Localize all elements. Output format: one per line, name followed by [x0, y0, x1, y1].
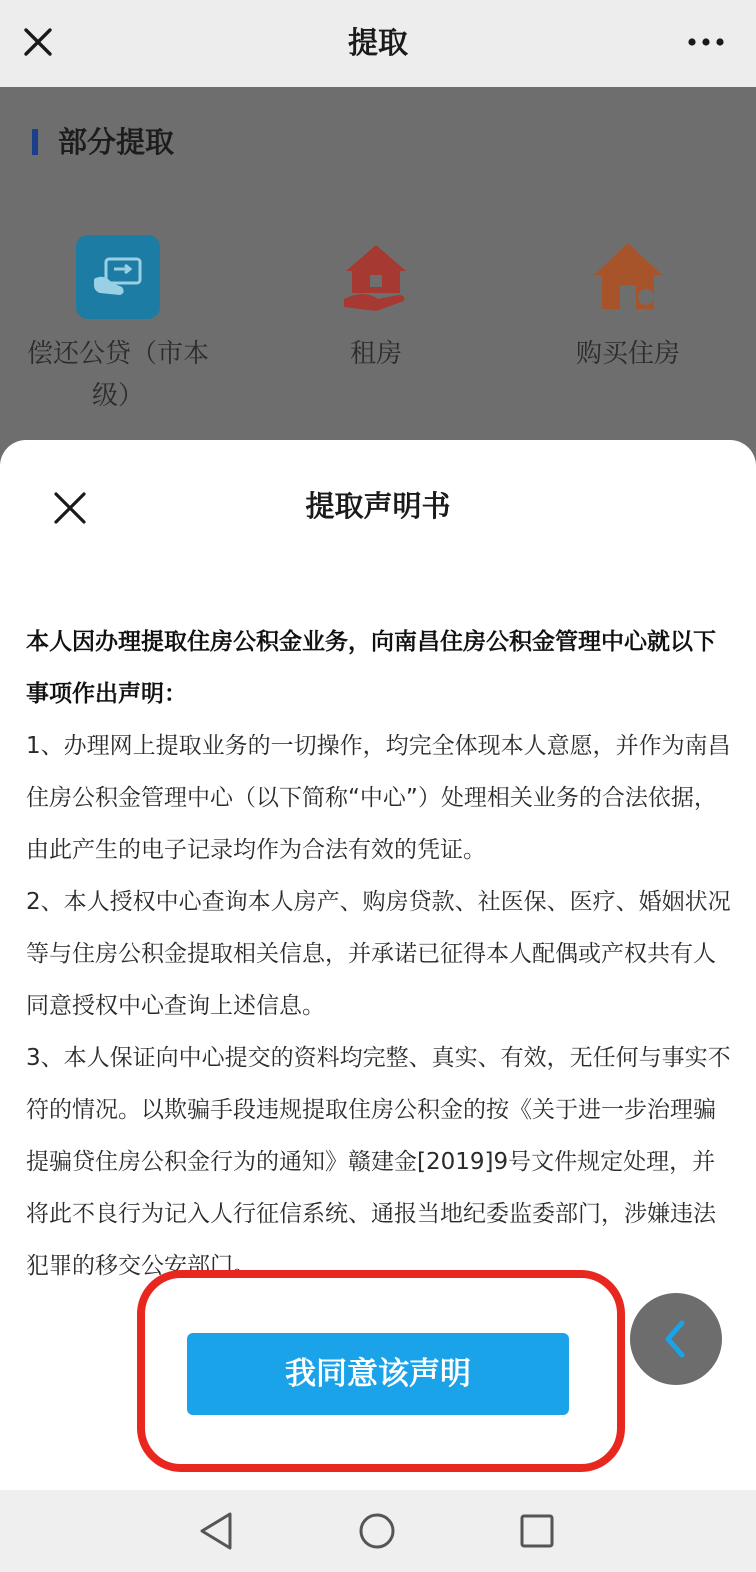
chevron-left-icon [630, 1293, 722, 1385]
service-label: 偿还公贷（市本级） [26, 339, 209, 411]
back-triangle-icon[interactable] [192, 1506, 242, 1556]
section-title: 部分提取 [58, 125, 175, 159]
service-repay-loan[interactable] [8, 235, 228, 417]
house-hand-icon [334, 235, 418, 319]
service-buy-house[interactable] [518, 235, 738, 375]
house-icon [586, 235, 670, 319]
card-hand-icon [76, 235, 160, 319]
clause-3: 3、本人保证向中心提交的资料均完整、真实、有效，无任何与事实不符的情况。以欺骗手段违规提取住房公积金的按《关于进一步治理骗提骗贷住房公积金行为的通知》赣建金[2019]9号文件规定处理，并将此不良行为记入人行征信系统、通报当地纪委监委部门，涉嫌违法犯罪的移交公安部门。 [26, 1045, 731, 1278]
floating-back-button[interactable] [630, 1293, 722, 1385]
more-dots-icon[interactable] [686, 34, 726, 50]
clause-1: 1、办理网上提取业务的一切操作，均完全体现本人意愿，并作为南昌住房公积金管理中心（以下简称“中心”）处理相关业务的合法依据，由此产生的电子记录均作为合法有效的凭证。 [26, 733, 731, 863]
section-accent-bar [32, 129, 38, 155]
declaration-text [26, 616, 732, 1278]
sheet-title: 提取声明书 [305, 489, 451, 523]
background-page [0, 87, 756, 447]
home-circle-icon[interactable] [352, 1506, 402, 1556]
declaration-lead: 本人因办理提取住房公积金业务，向南昌住房公积金管理中心就以下事项作出声明： [26, 629, 716, 707]
top-bar [0, 0, 756, 87]
highlight-annotation [137, 1270, 625, 1472]
agree-button[interactable]: 我同意该声明 [187, 1333, 569, 1415]
service-label: 租房 [349, 339, 402, 369]
system-navigation-bar [0, 1490, 756, 1572]
service-rent[interactable] [266, 235, 486, 375]
service-label: 购买住房 [575, 339, 680, 369]
page-title: 提取 [348, 26, 408, 61]
recents-square-icon[interactable] [512, 1506, 562, 1556]
clause-2: 2、本人授权中心查询本人房产、购房贷款、社医保、医疗、婚姻状况等与住房公积金提取相关信息，并承诺已征得本人配偶或产权共有人同意授权中心查询上述信息。 [26, 889, 731, 1019]
